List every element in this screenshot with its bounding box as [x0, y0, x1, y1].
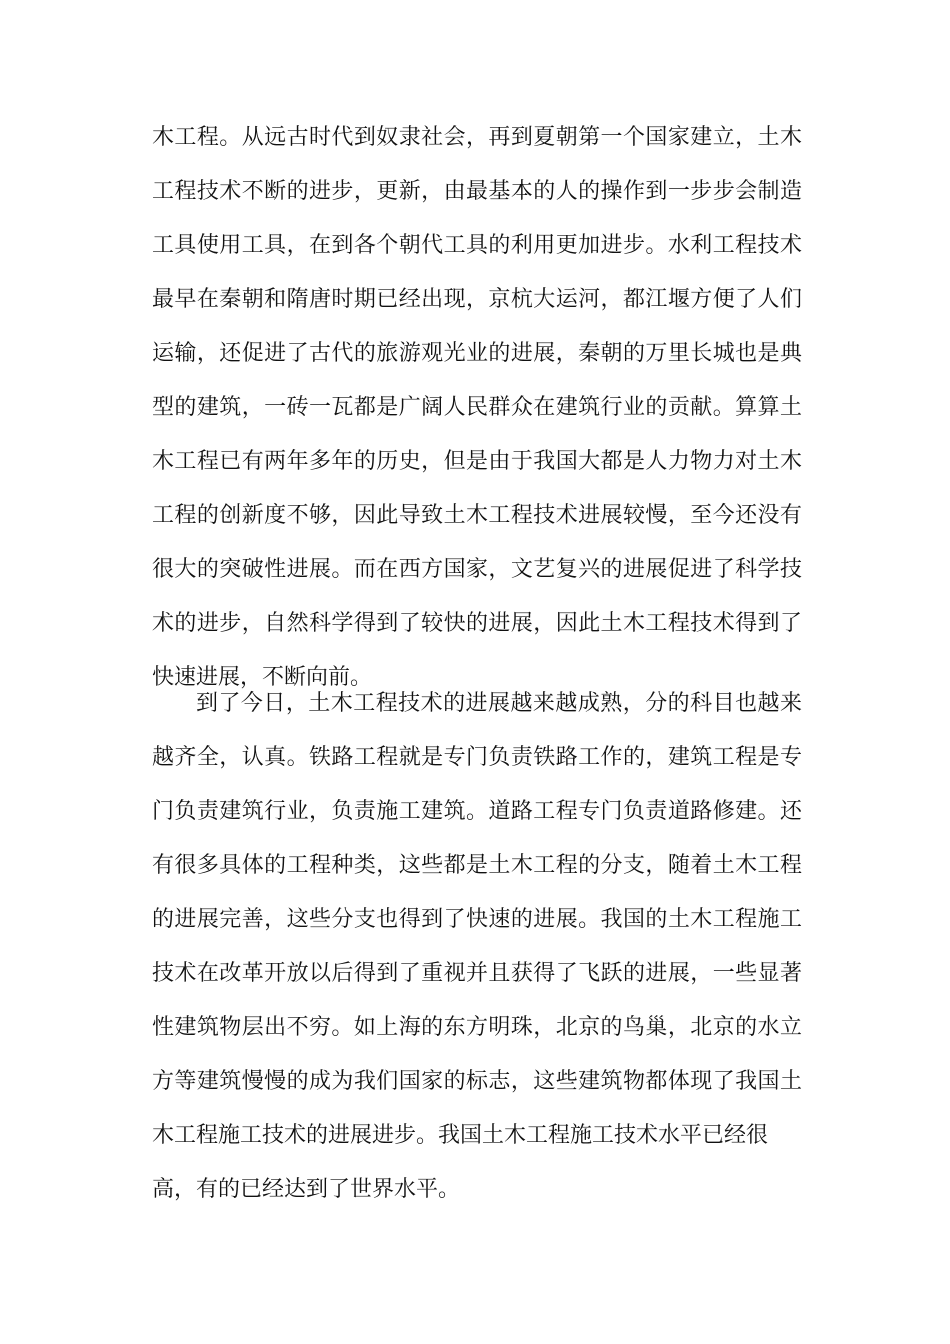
paragraph-line: 运输，还促进了古代的旅游观光业的进展，秦朝的万里长城也是典	[152, 341, 802, 366]
paragraph-line: 型的建筑，一砖一瓦都是广阔人民群众在建筑行业的贡献。算算土	[152, 395, 802, 420]
paragraph-line: 快速进展，不断向前。	[152, 665, 373, 690]
paragraph-line: 很大的突破性进展。而在西方国家，文艺复兴的进展促进了科学技	[152, 557, 802, 582]
paragraph-line: 最早在秦朝和隋唐时期已经出现，京杭大运河，都江堰方便了人们	[152, 287, 802, 312]
paragraph-line: 术的进步，自然科学得到了较快的进展，因此土木工程技术得到了	[152, 611, 802, 636]
paragraph-line: 工具使用工具，在到各个朝代工具的利用更加进步。水利工程技术	[152, 233, 802, 258]
paragraph-line: 木工程。从远古时代到奴隶社会，再到夏朝第一个国家建立，土木	[152, 125, 802, 150]
paragraph-line: 木工程施工技术的进展进步。我国土木工程施工技术水平已经很	[152, 1123, 769, 1148]
paragraph-line: 工程的创新度不够，因此导致土木工程技术进展较慢，至今还没有	[152, 503, 802, 528]
paragraph-line: 的进展完善，这些分支也得到了快速的进展。我国的土木工程施工	[152, 907, 802, 932]
paragraph-line: 有很多具体的工程种类，这些都是土木工程的分支，随着土木工程	[152, 853, 802, 878]
paragraph-line: 高，有的已经达到了世界水平。	[152, 1177, 461, 1202]
paragraph-line: 性建筑物层出不穷。如上海的东方明珠，北京的鸟巢，北京的水立	[152, 1015, 802, 1040]
paragraph-line: 技术在改革开放以后得到了重视并且获得了飞跃的进展，一些显著	[152, 961, 802, 986]
paragraph-line: 方等建筑慢慢的成为我们国家的标志，这些建筑物都体现了我国土	[152, 1069, 802, 1094]
paragraph-line: 到了今日，土木工程技术的进展越来越成熟，分的科目也越来	[196, 691, 802, 716]
paragraph-line: 木工程已有两年多年的历史，但是由于我国大都是人力物力对土木	[152, 449, 802, 474]
paragraph-line: 工程技术不断的进步，更新，由最基本的人的操作到一步步会制造	[152, 179, 802, 204]
paragraph-line: 门负责建筑行业，负责施工建筑。道路工程专门负责道路修建。还	[152, 799, 802, 824]
paragraph-1	[152, 111, 802, 705]
paragraph-2	[152, 677, 802, 1217]
paragraph-line: 越齐全，认真。铁路工程就是专门负责铁路工作的，建筑工程是专	[152, 745, 802, 770]
